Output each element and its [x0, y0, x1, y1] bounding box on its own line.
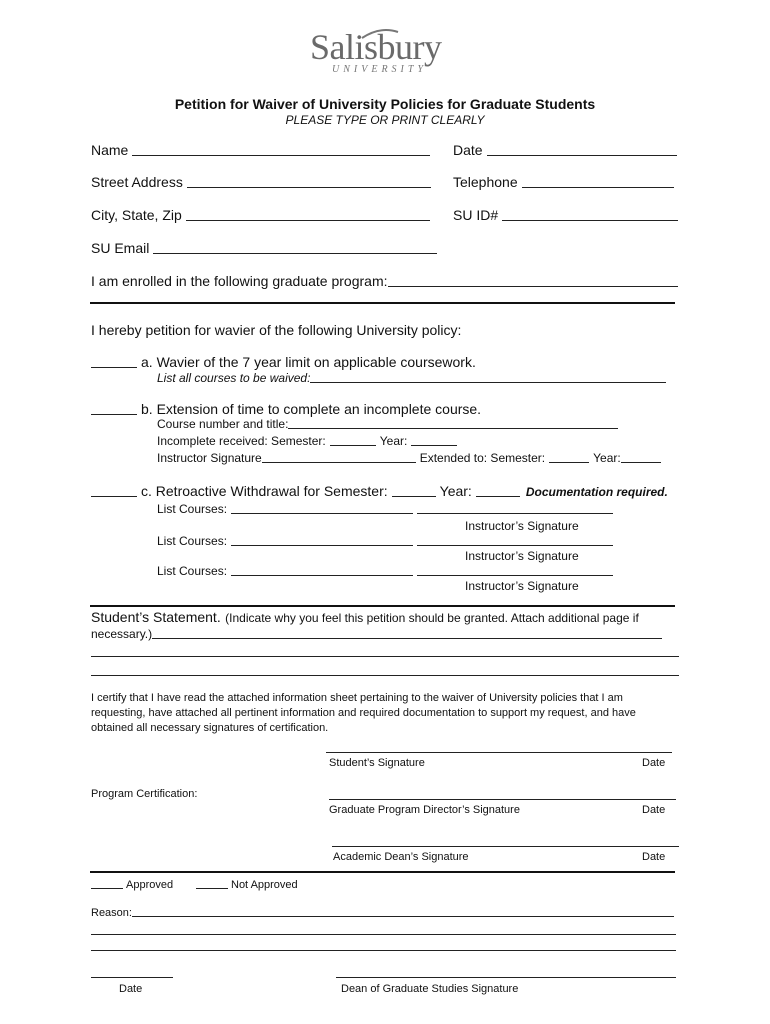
- decision-date-line[interactable]: [91, 977, 173, 978]
- dean-signature-line[interactable]: [332, 846, 679, 847]
- approved-label: Approved: [126, 879, 174, 891]
- option-c[interactable]: [91, 483, 668, 499]
- option-b[interactable]: [91, 401, 481, 417]
- page-title: Petition for Waiver of University Policies for Graduate Students: [174, 96, 596, 112]
- graduate-program-label: I am enrolled in the following graduate program:: [91, 273, 388, 289]
- reason-field[interactable]: [91, 907, 674, 919]
- director-signature-label: Graduate Program Director’s Signature: [329, 804, 520, 816]
- su-email-field[interactable]: [91, 240, 437, 256]
- certify-text-2: requesting, have attached all pertinent information and required documentation to support my request, and have: [91, 707, 636, 719]
- logo-wordmark: Salisbury: [310, 27, 442, 67]
- su-id-label: SU ID#: [453, 207, 499, 223]
- statement-line-2[interactable]: [91, 675, 679, 676]
- reason-line-2[interactable]: [91, 950, 676, 951]
- university-logo: [310, 20, 470, 80]
- instructor-signature-caption-2: Instructor’s Signature: [465, 549, 579, 563]
- courses-waived-field[interactable]: [157, 371, 666, 385]
- student-date-label: Date: [642, 757, 666, 769]
- not-approved-label: Not Approved: [231, 879, 298, 891]
- option-c-year-label: Year:: [439, 483, 472, 499]
- incomplete-semester-label: Incomplete received: Semester:: [157, 434, 326, 448]
- list-courses-label-2: List Courses:: [157, 534, 228, 548]
- petition-intro: I hereby petition for wavier of the following University policy:: [91, 322, 462, 338]
- su-id-field[interactable]: [453, 207, 678, 223]
- decision-date-label: Date: [119, 983, 143, 995]
- documentation-required-note: Documentation required.: [525, 485, 668, 499]
- name-field[interactable]: [91, 142, 430, 158]
- telephone-label: Telephone: [453, 174, 518, 190]
- instructor-signature-caption-1: Instructor’s Signature: [465, 519, 579, 533]
- page-subtitle: PLEASE TYPE OR PRINT CLEARLY: [285, 113, 485, 127]
- option-b-label: b. Extension of time to complete an incomplete course.: [141, 401, 482, 417]
- list-courses-label-1: List Courses:: [157, 502, 228, 516]
- reason-line-1[interactable]: [91, 934, 676, 935]
- course-number-field[interactable]: [157, 417, 618, 431]
- reason-label: Reason:: [91, 907, 132, 919]
- dean-date-label: Date: [642, 851, 666, 863]
- list-courses-field-1[interactable]: [157, 502, 613, 516]
- student-signature-label: Student’s Signature: [329, 757, 425, 769]
- instructor-signature-label: Instructor Signature: [157, 451, 262, 465]
- telephone-field[interactable]: [453, 174, 674, 190]
- su-email-label: SU Email: [91, 240, 150, 256]
- certify-text-1: I certify that I have read the attached information sheet pertaining to the waiver of University policies that I am: [91, 692, 623, 704]
- director-date-label: Date: [642, 804, 666, 816]
- section-divider-3: [90, 871, 675, 873]
- list-courses-field-3[interactable]: [157, 564, 613, 578]
- student-statement-field[interactable]: [91, 627, 662, 641]
- approved-checkbox[interactable]: [91, 879, 173, 891]
- option-a-label: a. Wavier of the 7 year limit on applicable coursework.: [141, 354, 476, 370]
- incomplete-year-label: Year:: [379, 434, 408, 448]
- director-signature-line[interactable]: [329, 799, 676, 800]
- date-label: Date: [453, 142, 483, 158]
- city-state-zip-label: City, State, Zip: [91, 207, 182, 223]
- list-courses-label-3: List Courses:: [157, 564, 228, 578]
- program-certification-label: Program Certification:: [91, 788, 198, 800]
- city-state-zip-field[interactable]: [91, 207, 430, 223]
- extended-year-label: Year:: [593, 451, 621, 465]
- student-statement-title: Student’s Statement.: [91, 609, 221, 625]
- instructor-signature-caption-3: Instructor’s Signature: [465, 579, 579, 593]
- street-address-label: Street Address: [91, 174, 183, 190]
- student-statement-text-2: necessary.): [91, 627, 153, 641]
- section-divider: [90, 302, 675, 304]
- date-field[interactable]: [453, 142, 677, 158]
- student-statement-text: (Indicate why you feel this petition should be granted. Attach additional page if: [225, 611, 639, 625]
- street-address-field[interactable]: [91, 174, 431, 190]
- name-label: Name: [91, 142, 129, 158]
- option-c-label: c. Retroactive Withdrawal for Semester:: [141, 483, 388, 499]
- dean-graduate-signature-line[interactable]: [336, 977, 676, 978]
- dean-signature-label: Academic Dean’s Signature: [333, 851, 469, 863]
- graduate-program-field[interactable]: [91, 273, 678, 289]
- student-statement: [91, 609, 639, 627]
- not-approved-checkbox[interactable]: [196, 879, 298, 891]
- course-number-label: Course number and title:: [157, 417, 289, 431]
- incomplete-semester-field[interactable]: [157, 434, 457, 448]
- student-signature-line[interactable]: [326, 752, 672, 753]
- dean-graduate-signature-label: Dean of Graduate Studies Signature: [341, 983, 519, 995]
- certify-text-3: obtained all necessary signatures of certification.: [91, 722, 329, 734]
- section-divider-2: [90, 605, 675, 607]
- statement-line-1[interactable]: [91, 656, 679, 657]
- extended-semester-label: Extended to: Semester:: [419, 451, 546, 465]
- courses-waived-label: List all courses to be waived:: [157, 371, 311, 385]
- instructor-signature-field[interactable]: [157, 451, 661, 465]
- list-courses-field-2[interactable]: [157, 534, 613, 548]
- option-a[interactable]: [91, 354, 476, 370]
- logo-subtitle: UNIVERSITY: [332, 64, 427, 75]
